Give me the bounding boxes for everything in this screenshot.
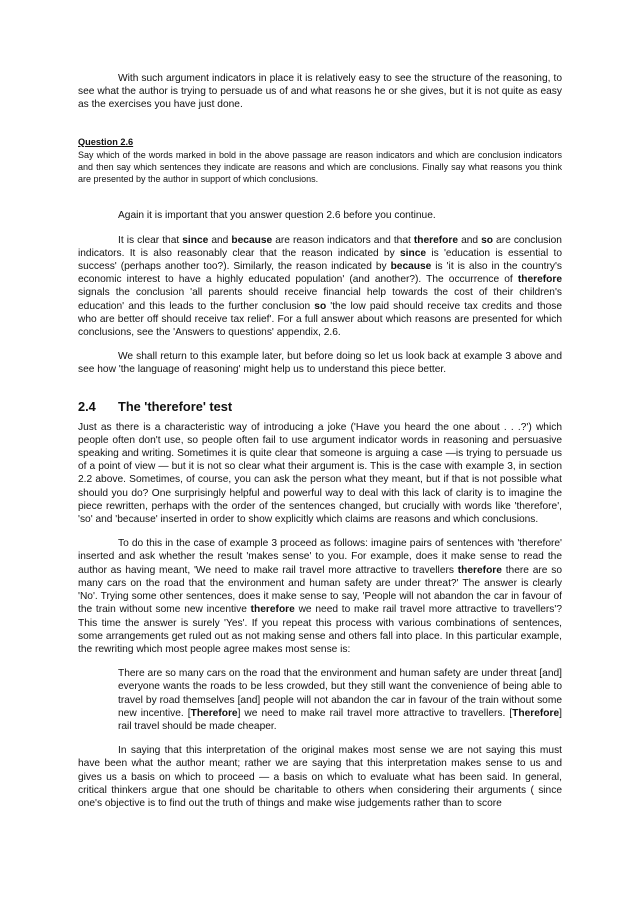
section-heading (78, 399, 562, 415)
bold-word-therefore: therefore (413, 234, 459, 246)
bold-word-therefore: Therefore (190, 707, 238, 719)
paragraph-interpretation: In saying that this interpretation of the original makes most sense we are not saying this must have been what the author meant; rather we are saying that this interpretation makes sense to us and gives us a basis on which to proceed — a basis on which to evaluate what has been said. In general, critical thinkers argue that one should be charitable to others when considering their arguments ( since one's objective is to find out the truth of things and make wise judgements rather than to score (78, 745, 562, 809)
question-body: Say which of the words marked in bold in the above passage are reason indicators and which are conclusion indicators and then say which sentences they indicate are reasons and which are conclusions. Finally say what reasons you think are presented by the author in support of which conclusions. (78, 149, 562, 185)
question-block (78, 136, 562, 186)
paragraph-joke-analogy: Just as there is a characteristic way of introducing a joke ('Have you heard the one about . . .?') which people often don't use, so people often fail to use argument indicator words in reasoning and persuasive speaking and writing. Sometimes it is quite clear that someone is arguing a case —is trying to persuade us of a point of view — but it is not so clear what their argument is. This is the case with example 3, in section 2.2 above. Sometimes, of course, you can ask the person what they meant, but if that is not possible what should you do? One surprisingly helpful and powerful way to deal with this lack of clarity is to imagine the piece rewritten, perhaps with the order of the sentences changed, but crucially with words like 'therefore', 'so' and 'because' inserted in order to show explicitly which claims are reasons and which conclusions. (78, 421, 562, 526)
bold-word-therefore: therefore (250, 604, 295, 616)
bold-word-because: because (231, 234, 273, 246)
bold-word-so: so (481, 234, 494, 246)
bold-word-therefore: therefore (457, 564, 502, 576)
paragraph-argument-indicators: With such argument indicators in place it is relatively easy to see the structure of the reasoning, to see what the author is trying to persuade us of and what reasons he or she gives, but it is not quite as easy as the exercises you have just done. (78, 73, 562, 111)
bold-word-because: because (390, 261, 432, 273)
bold-word-therefore: Therefore (512, 707, 560, 719)
section-title: The 'therefore' test (118, 398, 233, 414)
paragraph-therefore-procedure: To do this in the case of example 3 proceed as follows: imagine pairs of sentences with 'therefore' inserted and ask whether the result 'makes sense' to you. For example, does it make sense to read the author as having meant, 'We need to make rail travel more attractive to travellers therefore there are so many cars on the road that the environment and human safety are under threat?' The answer is clearly 'No'. Trying some other sentences, does it make sense to say, 'People will not abandon the car in favour of the train without some new incentive therefore we need to make rail travel more attractive to travellers'? This time the answer is surely 'Yes'. If you repeat this process with various combinations of sentences, some arrangements get ruled out as not making sense and others fall into place. In this particular example, the rewriting which most people agree makes most sense is: (78, 538, 562, 655)
bold-word-so: so (314, 300, 327, 312)
question-heading: Question 2.6 (78, 136, 134, 147)
paragraph-return-to-example: We shall return to this example later, but before doing so let us look back at example 3 above and see how 'the language of reasoning' might help us to understand this piece better. (78, 351, 562, 376)
paragraph-answer-reminder: Again it is important that you answer question 2.6 before you continue. (118, 210, 436, 222)
bold-word-since: since (182, 234, 209, 246)
paragraph-indicators-analysis: It is clear that since and because are reason indicators and that therefore and so are conclusion indicators. It is also reasonably clear that the reason indicated by since is 'education is essential to success' (perhaps another too?). Similarly, the reason indicated by because is 'it is also in the country's economic interest to have a highly educated population' (and another?). The occurrence of therefore signals the conclusion 'all parents should receive financial help towards the cost of their children's education' and this leads to the further conclusion so 'the low paid should receive tax credits and those who are better off should receive tax relief'. For a full answer about which reasons are presented for which conclusions, see the 'Answers to questions' appendix, 2.6. (78, 234, 562, 339)
section-number: 2.4 (78, 398, 96, 414)
block-quote-rewriting: There are so many cars on the road that the environment and human safety are under threat [and] everyone wants the roads to be less crowded, but they still want the convenience of being able to travel by road themselves [and] people will not abandon the car in favour of the train without some new incentive. [Therefore] we need to make rail travel more attractive to travellers. [Therefore] rail travel should be made cheaper. (118, 668, 563, 732)
bold-word-since: since (399, 247, 427, 259)
document-page (78, 72, 562, 810)
bold-word-therefore: therefore (517, 274, 562, 286)
